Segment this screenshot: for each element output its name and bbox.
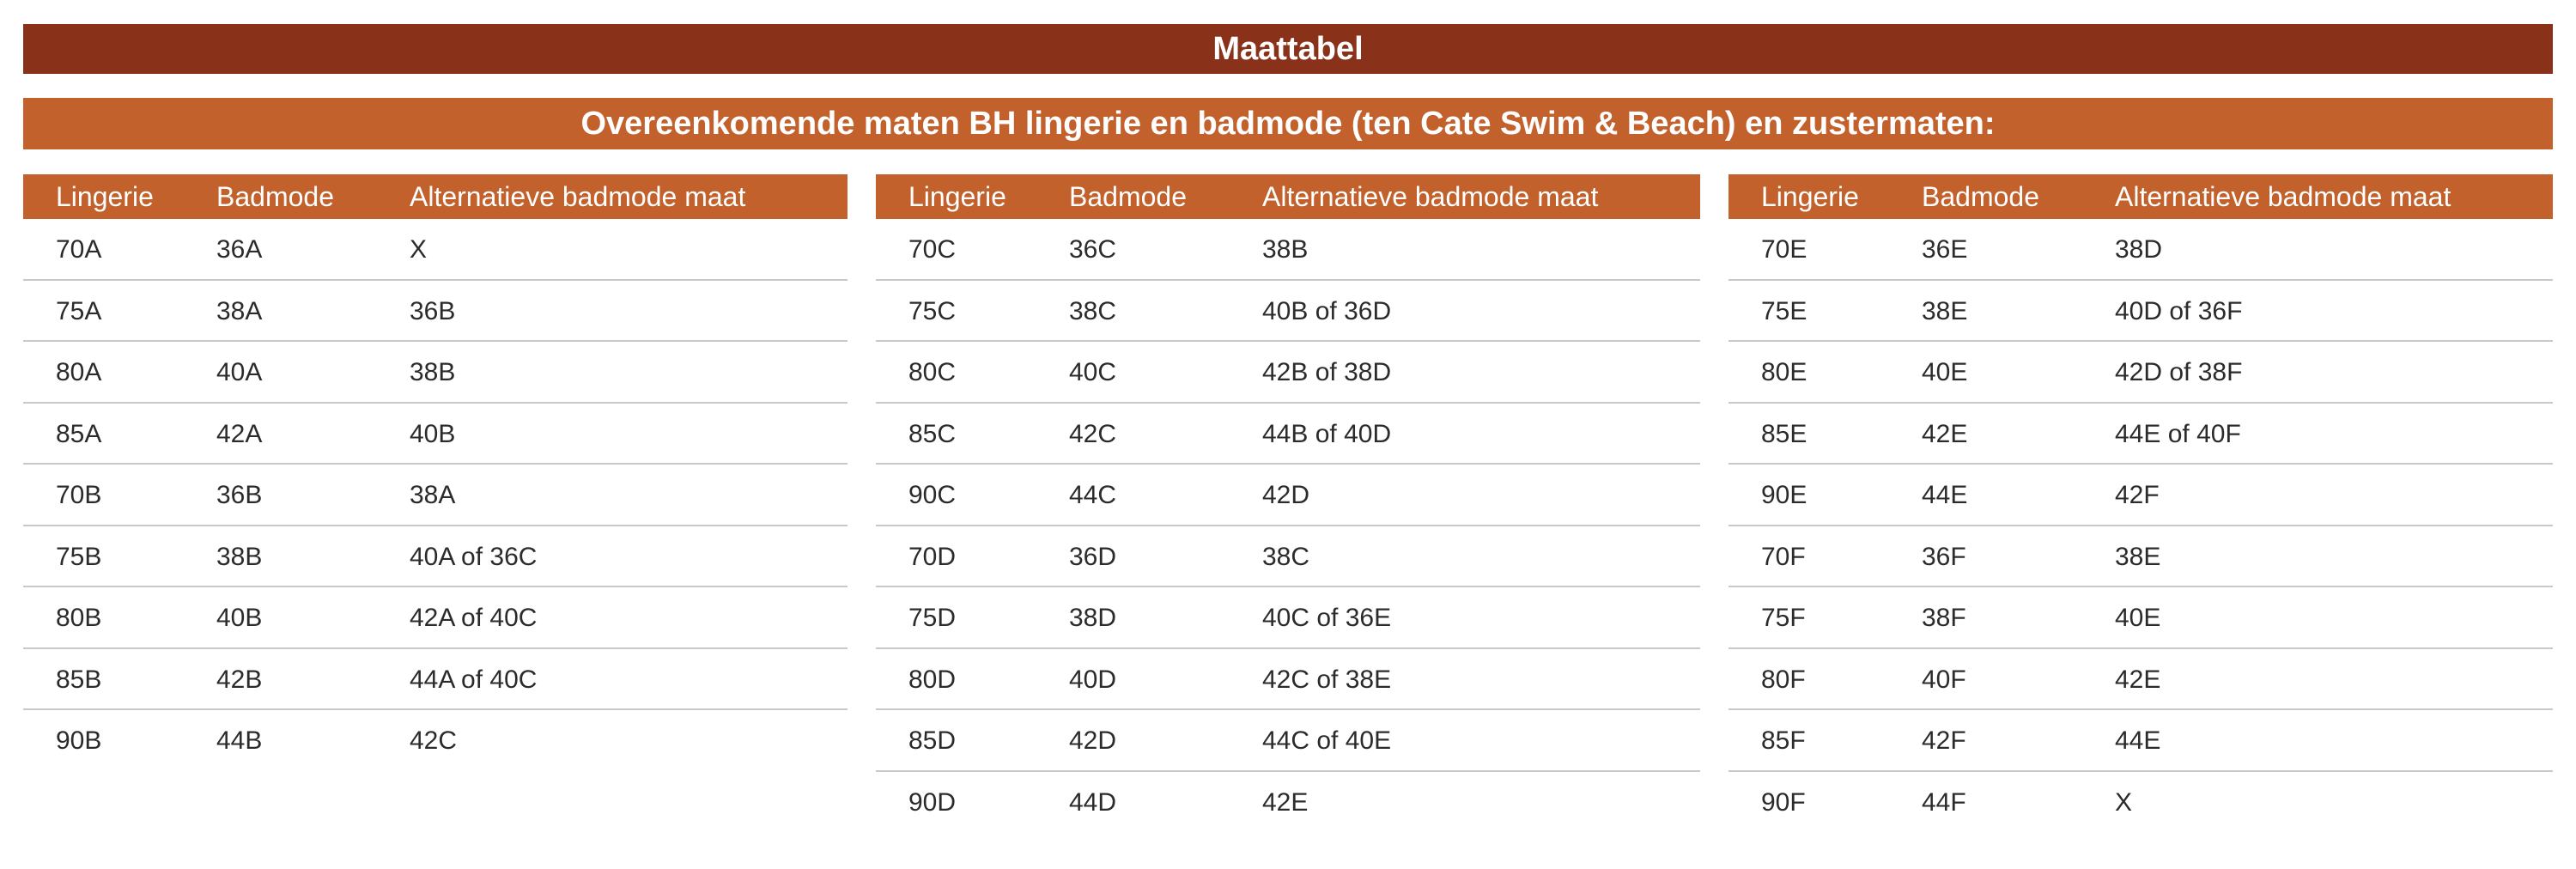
header-badmode: Badmode — [1069, 181, 1187, 212]
cell-badmode: 36C — [1069, 235, 1117, 264]
cell-lingerie: 80A — [56, 358, 102, 386]
cell-badmode: 44D — [1069, 787, 1117, 817]
cell-lingerie: 90D — [908, 787, 957, 817]
cell-alternatieve-badmode-maat: 42E — [1262, 787, 1309, 817]
cell-lingerie: 80B — [56, 604, 102, 632]
header-lingerie: Lingerie — [1761, 181, 1859, 212]
table-row — [23, 219, 848, 281]
cell-lingerie: 90F — [1761, 787, 1806, 817]
table-row — [876, 281, 1700, 343]
cell-alternatieve-badmode-maat: 44E of 40F — [2115, 419, 2241, 448]
cell-alternatieve-badmode-maat: 44E — [2115, 726, 2161, 755]
cell-alternatieve-badmode-maat: 42D — [1262, 481, 1310, 509]
cell-alternatieve-badmode-maat: 40A of 36C — [410, 542, 538, 571]
cell-alternatieve-badmode-maat: X — [410, 235, 428, 264]
cell-alternatieve-badmode-maat: 38E — [2115, 542, 2161, 571]
cell-badmode: 44C — [1069, 481, 1117, 509]
header-badmode: Badmode — [216, 181, 334, 212]
table-row — [1728, 404, 2553, 465]
header-badmode: Badmode — [1922, 181, 2039, 212]
table-row — [876, 710, 1700, 772]
table-row — [1728, 649, 2553, 711]
cell-lingerie: 75D — [908, 604, 957, 632]
cell-lingerie: 85C — [908, 419, 957, 448]
cell-alternatieve-badmode-maat: 38D — [2115, 235, 2163, 264]
cell-badmode: 44E — [1922, 481, 1968, 509]
header-lingerie: Lingerie — [56, 181, 154, 212]
cell-badmode: 38A — [216, 296, 263, 325]
cell-badmode: 36E — [1922, 235, 1968, 264]
cell-badmode: 38C — [1069, 296, 1117, 325]
cell-alternatieve-badmode-maat: 40D of 36F — [2115, 296, 2243, 325]
cell-badmode: 36D — [1069, 542, 1117, 571]
cell-badmode: 40D — [1069, 665, 1117, 694]
cell-badmode: 42F — [1922, 726, 1966, 755]
cell-lingerie: 90C — [908, 481, 957, 509]
cell-badmode: 40B — [216, 604, 263, 632]
table-row — [23, 281, 848, 343]
cell-badmode: 40E — [1922, 358, 1968, 386]
cell-lingerie: 80F — [1761, 665, 1806, 694]
cell-badmode: 42A — [216, 419, 263, 448]
cell-alternatieve-badmode-maat: 38B — [1262, 235, 1309, 264]
cell-alternatieve-badmode-maat: 42F — [2115, 481, 2160, 509]
cell-badmode: 38D — [1069, 604, 1117, 632]
cell-lingerie: 85D — [908, 726, 957, 755]
cell-lingerie: 70F — [1761, 542, 1806, 571]
table-row — [876, 526, 1700, 588]
table-row — [23, 649, 848, 711]
cell-lingerie: 85F — [1761, 726, 1806, 755]
table-row — [23, 404, 848, 465]
table-row — [876, 649, 1700, 711]
cell-alternatieve-badmode-maat: 42C of 38E — [1262, 665, 1392, 694]
cell-lingerie: 80E — [1761, 358, 1807, 386]
table-row — [1728, 281, 2553, 343]
page-subtitle: Overeenkomende maten BH lingerie en badmode (ten Cate Swim & Beach) en zustermaten: — [23, 98, 2553, 149]
table-row — [1728, 587, 2553, 649]
cell-lingerie: 70D — [908, 542, 957, 571]
cell-badmode: 40A — [216, 358, 263, 386]
cell-alternatieve-badmode-maat: 40B — [410, 419, 456, 448]
cell-badmode: 40C — [1069, 358, 1117, 386]
cell-badmode: 36F — [1922, 542, 1966, 571]
cell-badmode: 42D — [1069, 726, 1117, 755]
cell-badmode: 42B — [216, 665, 263, 694]
header-alternatieve-badmode-maat: Alternatieve badmode maat — [2115, 181, 2451, 212]
cell-badmode: 42E — [1922, 419, 1968, 448]
cell-lingerie: 70E — [1761, 235, 1807, 264]
cell-badmode: 44F — [1922, 787, 1966, 817]
table-row — [23, 710, 848, 772]
table-row — [23, 465, 848, 526]
cell-badmode: 42C — [1069, 419, 1117, 448]
table-row — [23, 342, 848, 404]
cell-badmode: 38E — [1922, 296, 1968, 325]
cell-lingerie: 75A — [56, 296, 102, 325]
size-table-c-d — [876, 174, 1700, 833]
cell-alternatieve-badmode-maat: 40C of 36E — [1262, 604, 1392, 632]
cell-badmode: 40F — [1922, 665, 1966, 694]
table-row — [876, 587, 1700, 649]
cell-alternatieve-badmode-maat: 42A of 40C — [410, 604, 538, 632]
header-alternatieve-badmode-maat: Alternatieve badmode maat — [410, 181, 746, 212]
header-alternatieve-badmode-maat: Alternatieve badmode maat — [1262, 181, 1599, 212]
cell-alternatieve-badmode-maat: 38C — [1262, 542, 1310, 571]
table-header — [876, 174, 1700, 219]
cell-alternatieve-badmode-maat: X — [2115, 787, 2133, 817]
cell-lingerie: 70B — [56, 481, 102, 509]
cell-lingerie: 80C — [908, 358, 957, 386]
cell-alternatieve-badmode-maat: 42B of 38D — [1262, 358, 1392, 386]
cell-lingerie: 75F — [1761, 604, 1806, 632]
table-row — [23, 526, 848, 588]
page-title: Maattabel — [23, 24, 2553, 74]
cell-lingerie: 85E — [1761, 419, 1807, 448]
table-row — [23, 587, 848, 649]
table-row — [1728, 342, 2553, 404]
table-header — [1728, 174, 2553, 219]
table-row — [876, 219, 1700, 281]
table-row — [876, 465, 1700, 526]
table-row — [876, 772, 1700, 834]
table-row — [876, 342, 1700, 404]
cell-lingerie: 75E — [1761, 296, 1807, 325]
cell-lingerie: 75C — [908, 296, 957, 325]
cell-alternatieve-badmode-maat: 38B — [410, 358, 456, 386]
header-lingerie: Lingerie — [908, 181, 1006, 212]
table-row — [1728, 710, 2553, 772]
cell-alternatieve-badmode-maat: 36B — [410, 296, 456, 325]
size-tables — [23, 174, 2553, 853]
cell-alternatieve-badmode-maat: 40B of 36D — [1262, 296, 1392, 325]
cell-lingerie: 85A — [56, 419, 102, 448]
cell-lingerie: 70C — [908, 235, 957, 264]
cell-badmode: 38B — [216, 542, 263, 571]
cell-alternatieve-badmode-maat: 44C of 40E — [1262, 726, 1392, 755]
table-row — [1728, 526, 2553, 588]
cell-lingerie: 90B — [56, 726, 102, 755]
cell-alternatieve-badmode-maat: 44A of 40C — [410, 665, 538, 694]
table-header — [23, 174, 848, 219]
cell-badmode: 36A — [216, 235, 263, 264]
cell-lingerie: 75B — [56, 542, 102, 571]
cell-alternatieve-badmode-maat: 42D of 38F — [2115, 358, 2243, 386]
table-row — [1728, 772, 2553, 834]
size-table-e-f — [1728, 174, 2553, 833]
cell-alternatieve-badmode-maat: 42C — [410, 726, 458, 755]
table-row — [1728, 219, 2553, 281]
cell-badmode: 36B — [216, 481, 263, 509]
cell-alternatieve-badmode-maat: 42E — [2115, 665, 2161, 694]
cell-lingerie: 80D — [908, 665, 957, 694]
cell-alternatieve-badmode-maat: 40E — [2115, 604, 2161, 632]
cell-alternatieve-badmode-maat: 44B of 40D — [1262, 419, 1392, 448]
cell-alternatieve-badmode-maat: 38A — [410, 481, 456, 509]
cell-badmode: 44B — [216, 726, 263, 755]
cell-lingerie: 85B — [56, 665, 102, 694]
table-row — [876, 404, 1700, 465]
cell-badmode: 38F — [1922, 604, 1966, 632]
cell-lingerie: 70A — [56, 235, 102, 264]
size-table-a-b — [23, 174, 848, 772]
table-row — [1728, 465, 2553, 526]
cell-lingerie: 90E — [1761, 481, 1807, 509]
